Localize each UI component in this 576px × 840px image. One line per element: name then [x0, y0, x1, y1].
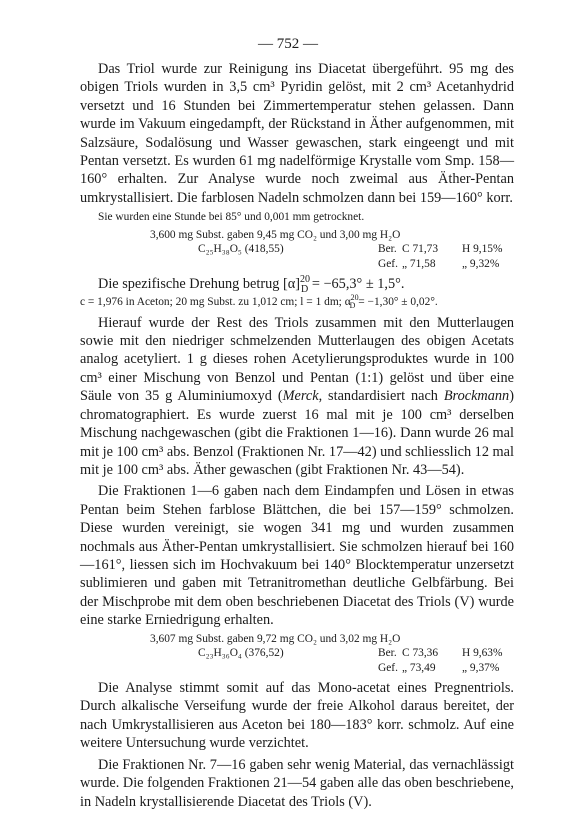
paragraph-fractions-7-54: Die Fraktionen Nr. 7—16 gaben sehr wenig Material, das vernachlässigt wurde. Die folgenden Fraktionen 21—54 gaben alle das oben beschriebene, in Nadeln krystallisierende Diacetat des Triols (V). — [80, 756, 514, 810]
ber-h-1: H 9,15% — [462, 243, 503, 256]
ber-c-2: C 73,36 — [402, 647, 439, 660]
paragraph-fractions-1-6: Die Fraktionen 1—6 gaben nach dem Eindampfen und Lösen in etwas Pentan beim Stehen farblose Blättchen, die bei 157—159° schmolzen. Diese wurden vereinigt, sie wogen 341 mg und wurden zusammen nochmals aus Äther-Pentan umkrystallisiert. Sie schmolzen hierauf bei 160—161°, liessen sich im Hochvakuum bei 140° Blocktemperatur unzersetzt sublimieren und gaben mit Tetranitromethan deutliche Gelbfärbung. Bei der Mischprobe mit dem oben beschriebenen Diacetat des Triols (V) wurde eine starke Erniedrigung erhalten. — [80, 483, 514, 629]
formula-1: C₂₅H₃₈O₅ (418,55) — [198, 243, 284, 256]
gef-c-2: „ 73,49 — [402, 661, 436, 674]
gef-label-2: Gef. — [378, 661, 398, 674]
analysis-block-2 — [80, 632, 514, 676]
main-text — [80, 60, 514, 811]
ber-h-2: H 9,63% — [462, 647, 503, 660]
gef-c-1: „ 71,58 — [402, 257, 436, 270]
formula-2: C₂₃H₃₆O₄ (376,52) — [198, 647, 284, 660]
paragraph-chromatography: Hierauf wurde der Rest des Triols zusammen mit den Mutterlaugen sowie mit den niedriger schmelzenden Mutterlaugen des obigen Acetats analog acetyliert. 1 g dieses rohen Acetylierungsproduktes wurde in 100 cm³ einer Mischung von Benzol und Pentan (1:1) gelöst und über eine Säule von 35 g Aluminiumoxyd (Merck, standardisiert nach Brockmann) chromatographiert. Es wurde zuerst 16 mal mit je 100 cm³ derselben Mischung nachgewaschen (gibt die Fraktionen 1—16). Dann wurde 26 mal mit je 100 cm³ abs. Benzol (Fraktionen Nr. 17—42) und schliesslich 12 mal mit je 100 cm³ abs. Äther gewaschen (gibt Fraktionen Nr. 43—54). — [80, 314, 514, 478]
page-number: — 752 — — [258, 36, 318, 52]
ber-label-2: Ber. — [378, 647, 397, 660]
merck-name: Merck — [282, 388, 319, 405]
specific-rotation: Die spezifische Drehung betrug $[\alpha]^{20}_D = -65,3^\circ \pm 1,5^\circ$. — [98, 274, 405, 296]
ber-label-1: Ber. — [378, 243, 397, 256]
gef-h-1: „ 9,32% — [462, 257, 500, 270]
paragraph-analysis-conclusion: Die Analyse stimmt somit auf das Mono-acetat eines Pregnentriols. Durch alkalische Verseifung wurde der freie Alkohol daraus bereitet, der nach Umkrystallisieren aus Aceton bei 180—183° korr. schmolz. Auf eine weitere Untersuchung wurde verzichtet. — [80, 680, 514, 752]
rotation-detail: c = 1,976 in Aceton; 20 mg Subst. zu 1,012 cm; l = 1 dm; $\alpha^{20}_D = -1,30^\circ \pm 0,02^\circ$. — [80, 292, 438, 310]
gef-label-1: Gef. — [378, 257, 398, 270]
combustion-line-2: 3,607 mg Subst. gaben 9,72 mg CO₂ und 3,02 mg H₂O — [150, 632, 401, 645]
combustion-line-1: 3,600 mg Subst. gaben 9,45 mg CO₂ und 3,00 mg H₂O — [150, 228, 401, 241]
brockmann-name: Brockmann — [443, 388, 510, 405]
analysis-block-1 — [80, 228, 514, 272]
paragraph-triol-diacetate: Das Triol wurde zur Reinigung ins Diacetat übergeführt. 95 mg des obigen Triols wurden in 3,5 cm³ Pyridin gelöst, mit 2 cm³ Acetanhydrid versetzt und 16 Stunden bei Zimmertemperatur stehen gelassen. Dann wurde im Vakuum eingedampft, der Rückstand in Äther aufgenommen, mit Salzsäure, Sodalösung und Wasser gewaschen, stark eingeengt und mit Pentan versetzt. Es wurden 61 mg nadelförmige Krystalle vom Smp. 158—160° erhalten. Zur Analyse wurde noch zweimal aus Äther-Pentan umkrystallisiert. Die farblosen Nadeln schmolzen dann bei 159—160° korr. — [80, 61, 514, 206]
drying-note: Sie wurden eine Stunde bei 85° und 0,001 mm getrocknet. — [98, 211, 365, 224]
ber-c-1: C 71,73 — [402, 243, 439, 256]
gef-h-2: „ 9,37% — [462, 661, 500, 674]
